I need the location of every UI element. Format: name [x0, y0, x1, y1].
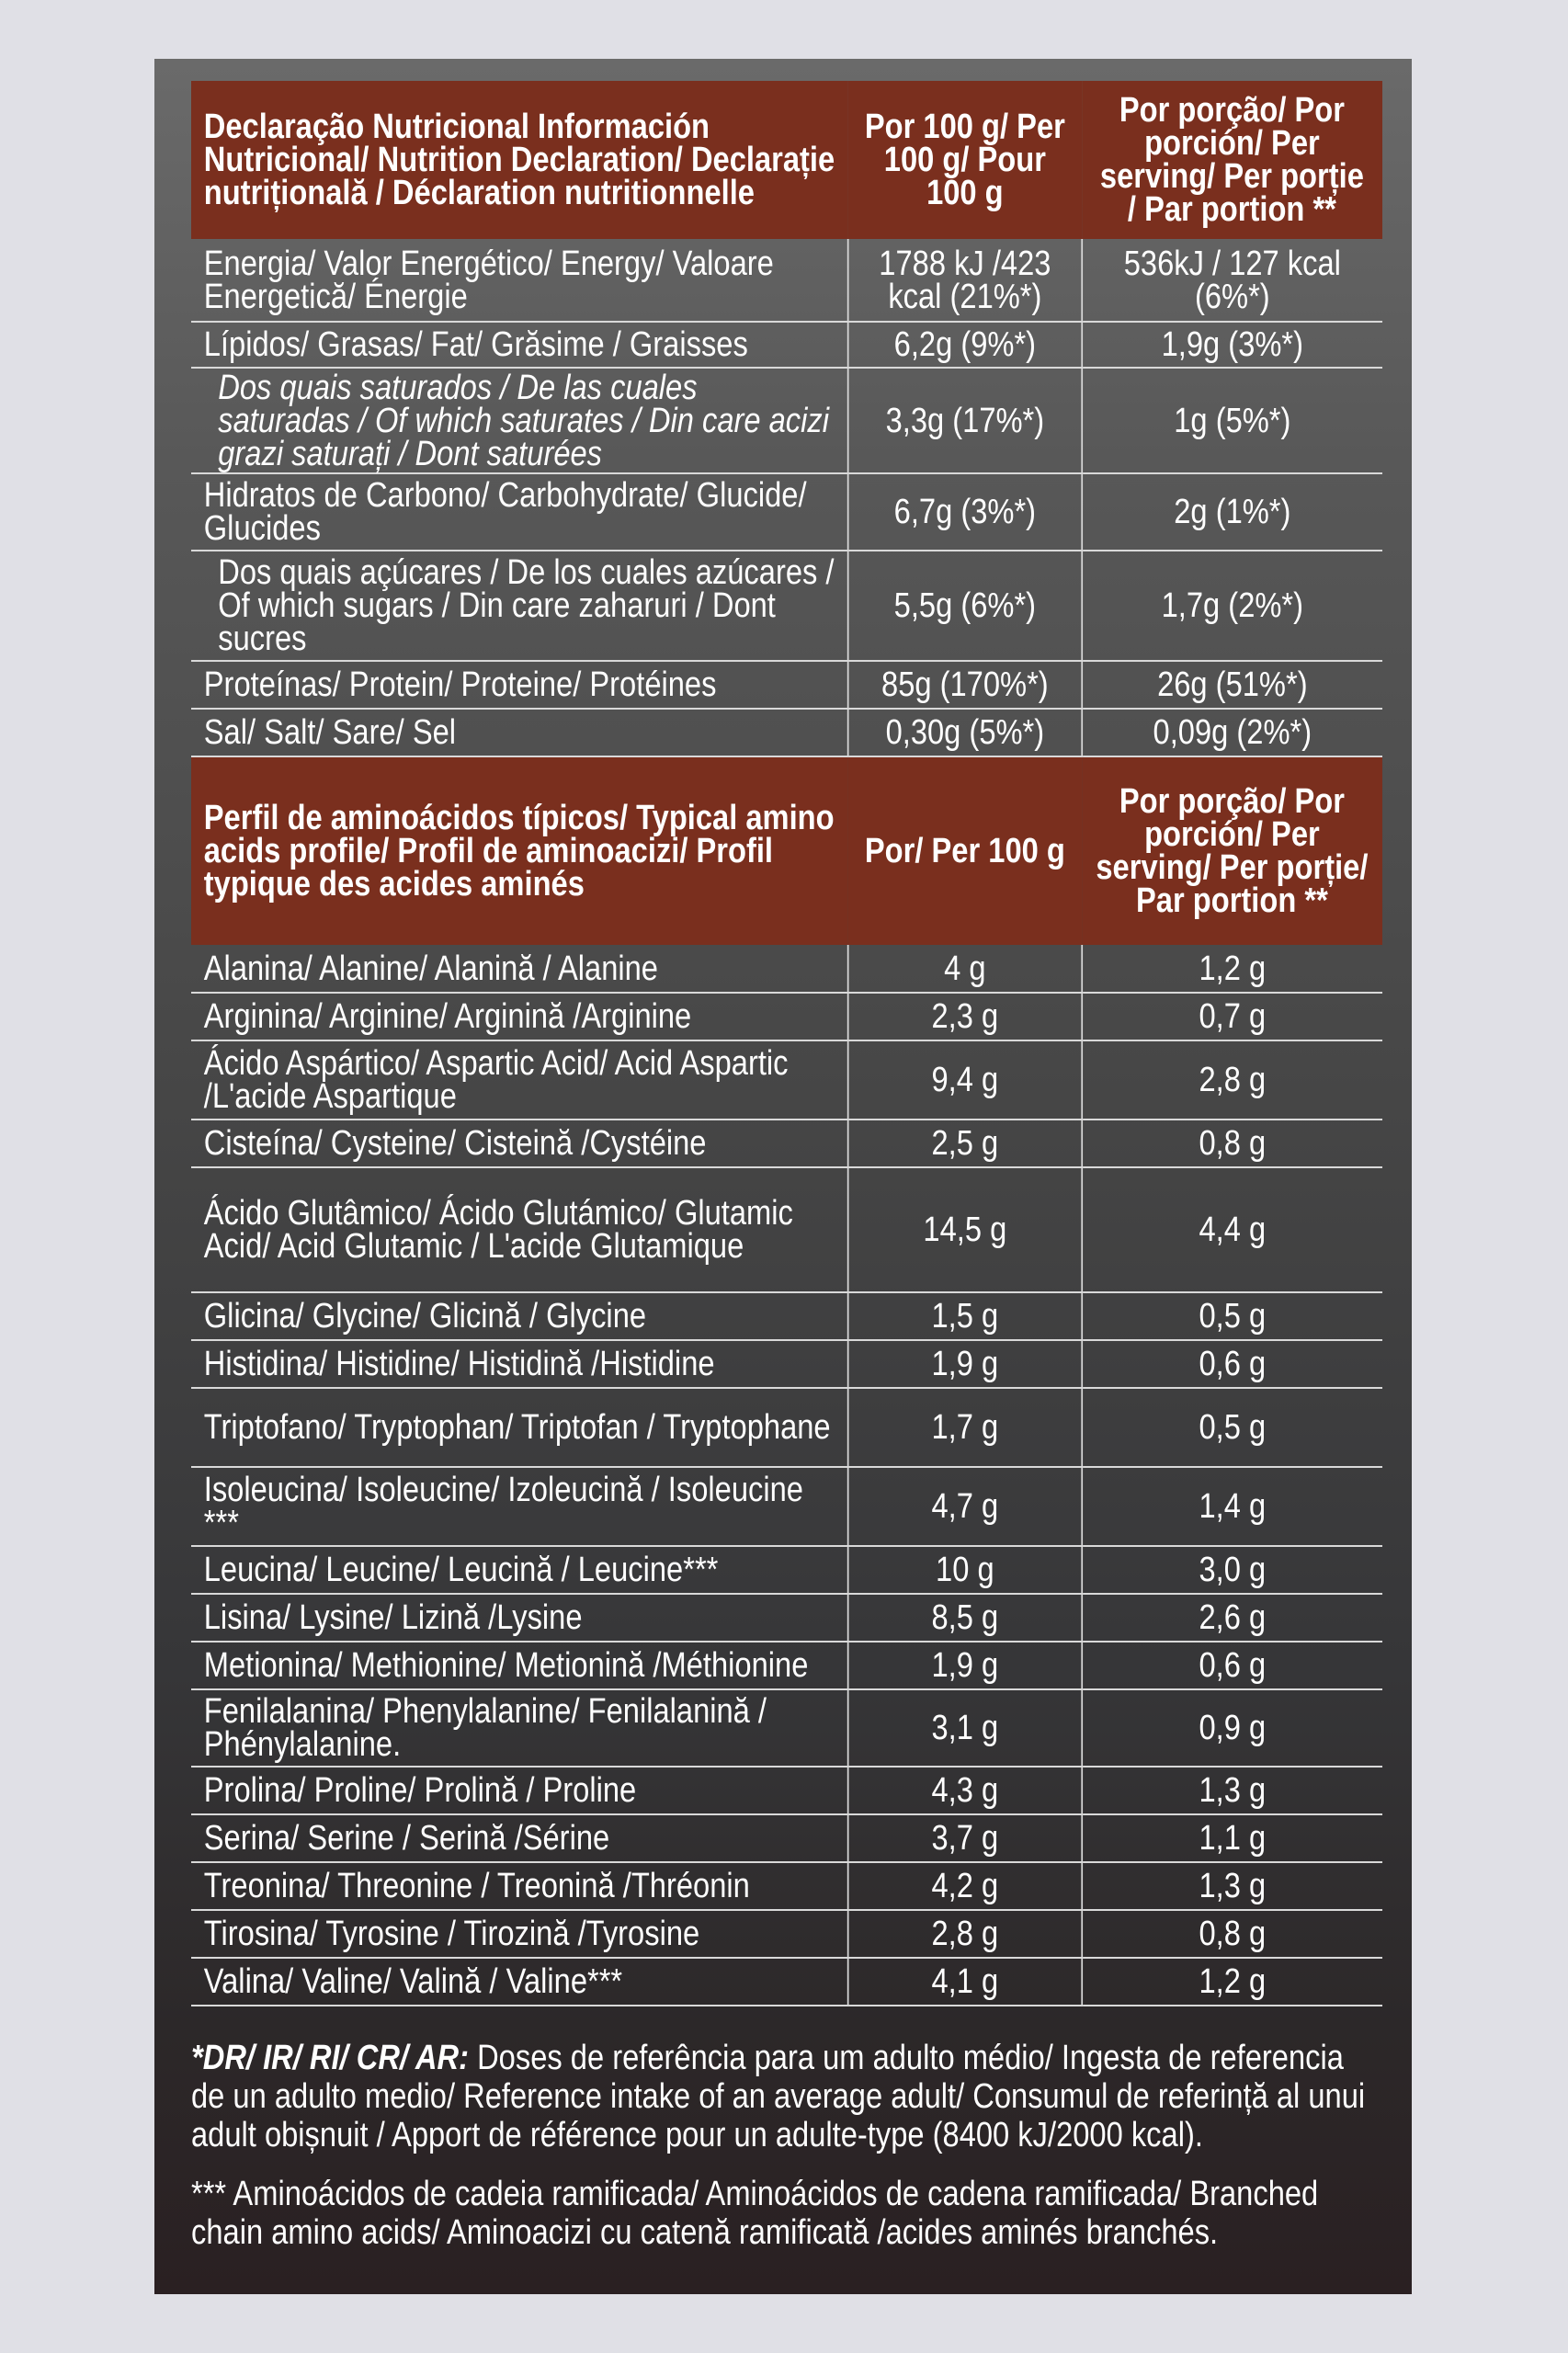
- row-value-per-100g: 0,30g (5%*): [848, 709, 1082, 756]
- row-value-per-100g: 4,3 g: [848, 1767, 1082, 1814]
- table-row: [191, 551, 1382, 661]
- table-row: [191, 1040, 1382, 1120]
- row-value-per-serving: 26g (51%*): [1082, 661, 1382, 709]
- amino-acids-table: [191, 757, 1382, 2006]
- row-label: Dos quais saturados / De las cuales saturadas / Of which saturates / Din care acizi grazi saturați / Dont saturées: [191, 368, 848, 473]
- row-value-per-serving: 0,8 g: [1082, 1910, 1382, 1958]
- row-value-per-serving: 0,8 g: [1082, 1120, 1382, 1167]
- table-row: [191, 993, 1382, 1040]
- row-value-per-100g: 1,5 g: [848, 1292, 1082, 1340]
- row-value-per-serving: 1,2 g: [1082, 945, 1382, 993]
- row-value-per-serving: 0,6 g: [1082, 1340, 1382, 1388]
- table-row: [191, 368, 1382, 473]
- row-value-per-serving: 1,3 g: [1082, 1862, 1382, 1910]
- row-value-per-100g: 9,4 g: [848, 1040, 1082, 1120]
- row-value-per-100g: 1,9 g: [848, 1340, 1082, 1388]
- row-value-per-100g: 1788 kJ /423 kcal (21%*): [848, 239, 1082, 322]
- reference-intake-note: [191, 2039, 1377, 2154]
- table-row: [191, 1292, 1382, 1340]
- row-value-per-100g: 85g (170%*): [848, 661, 1082, 709]
- row-label: Leucina/ Leucine/ Leucină / Leucine***: [191, 1546, 848, 1594]
- bcaa-text: *** Aminoácidos de cadeia ramificada/ Aminoácidos de cadena ramificada/ Branched chain amino acids/ Aminoacizi cu catenă ramificată /acides aminés branchés.: [191, 2175, 1319, 2252]
- row-value-per-serving: 2g (1%*): [1082, 473, 1382, 551]
- amino-header-per-100g: Por/ Per 100 g: [848, 757, 1082, 945]
- table-row: [191, 1862, 1382, 1910]
- row-value-per-serving: 1,2 g: [1082, 1958, 1382, 2006]
- row-label: Hidratos de Carbono/ Carbohydrate/ Glucide/ Glucides: [191, 473, 848, 551]
- row-value-per-serving: 4,4 g: [1082, 1167, 1382, 1292]
- row-value-per-100g: 2,5 g: [848, 1120, 1082, 1167]
- row-label: Prolina/ Proline/ Prolină / Proline: [191, 1767, 848, 1814]
- row-value-per-serving: 2,8 g: [1082, 1040, 1382, 1120]
- nutrition-table: [191, 81, 1382, 757]
- row-label: Sal/ Salt/ Sare/ Sel: [191, 709, 848, 756]
- row-value-per-100g: 3,3g (17%*): [848, 368, 1082, 473]
- row-value-per-serving: 1,1 g: [1082, 1814, 1382, 1862]
- row-value-per-100g: 14,5 g: [848, 1167, 1082, 1292]
- row-label: Histidina/ Histidine/ Histidină /Histidine: [191, 1340, 848, 1388]
- row-label: Lípidos/ Grasas/ Fat/ Grăsime / Graisses: [191, 322, 848, 368]
- reference-intake-text: Doses de referência para um adulto médio/ Ingesta de referencia de un adulto medio/ Reference intake of an average adult/ Consumul de referință al unui adult obișnuit / Apport de référence pour un adulte-type (8400 kJ/2000 kcal).: [191, 2039, 1366, 2154]
- nutrition-label-panel: [154, 59, 1412, 2294]
- row-label: Treonina/ Threonine / Treonină /Thréonin: [191, 1862, 848, 1910]
- table-row: [191, 1340, 1382, 1388]
- row-label: Alanina/ Alanine/ Alanină / Alanine: [191, 945, 848, 993]
- row-label: Glicina/ Glycine/ Glicină / Glycine: [191, 1292, 848, 1340]
- reference-intake-label: *DR/ IR/ RI/ CR/ AR:: [191, 2039, 469, 2077]
- nutrition-header-per-100g: Por 100 g/ Per 100 g/ Pour 100 g: [848, 81, 1082, 239]
- row-label: Fenilalanina/ Phenylalanine/ Fenilalanină / Phénylalanine.: [191, 1689, 848, 1767]
- row-value-per-serving: 0,5 g: [1082, 1292, 1382, 1340]
- table-row: [191, 1546, 1382, 1594]
- table-row: [191, 1388, 1382, 1467]
- row-value-per-100g: 1,7 g: [848, 1388, 1082, 1467]
- row-label: Arginina/ Arginine/ Arginină /Arginine: [191, 993, 848, 1040]
- nutrition-header-row: [191, 81, 1382, 239]
- row-label: Energia/ Valor Energético/ Energy/ Valoare Energetică/ Énergie: [191, 239, 848, 322]
- row-value-per-serving: 2,6 g: [1082, 1594, 1382, 1642]
- nutrition-header-per-serving: Por porção/ Por porción/ Per serving/ Per porție / Par portion **: [1082, 81, 1382, 239]
- table-row: [191, 1814, 1382, 1862]
- row-label: Valina/ Valine/ Valină / Valine***: [191, 1958, 848, 2006]
- row-label: Cisteína/ Cysteine/ Cisteină /Cystéine: [191, 1120, 848, 1167]
- table-row: [191, 239, 1382, 322]
- amino-header-title: Perfil de aminoácidos típicos/ Typical amino acids profile/ Profil de aminoacizi/ Profil typique des acides aminés: [191, 757, 848, 945]
- row-value-per-100g: 2,8 g: [848, 1910, 1082, 1958]
- row-value-per-serving: 0,9 g: [1082, 1689, 1382, 1767]
- amino-header-per-serving: Por porção/ Por porción/ Per serving/ Per porție/ Par portion **: [1082, 757, 1382, 945]
- table-row: [191, 473, 1382, 551]
- row-value-per-serving: 1,4 g: [1082, 1467, 1382, 1546]
- row-value-per-100g: 10 g: [848, 1546, 1082, 1594]
- row-value-per-100g: 3,7 g: [848, 1814, 1082, 1862]
- row-value-per-serving: 536kJ / 127 kcal (6%*): [1082, 239, 1382, 322]
- row-value-per-serving: 1g (5%*): [1082, 368, 1382, 473]
- row-label: Isoleucina/ Isoleucine/ Izoleucină / Isoleucine ***: [191, 1467, 848, 1546]
- table-row: [191, 661, 1382, 709]
- table-row: [191, 1467, 1382, 1546]
- row-label: Tirosina/ Tyrosine / Tirozină /Tyrosine: [191, 1910, 848, 1958]
- row-label: Metionina/ Methionine/ Metionină /Méthionine: [191, 1642, 848, 1689]
- row-label: Dos quais açúcares / De los cuales azúcares / Of which sugars / Din care zaharuri / Dont sucres: [191, 551, 848, 661]
- row-value-per-100g: 6,2g (9%*): [848, 322, 1082, 368]
- row-value-per-100g: 4,7 g: [848, 1467, 1082, 1546]
- row-value-per-100g: 3,1 g: [848, 1689, 1082, 1767]
- table-row: [191, 1120, 1382, 1167]
- table-row: [191, 1642, 1382, 1689]
- row-value-per-serving: 0,7 g: [1082, 993, 1382, 1040]
- table-row: [191, 322, 1382, 368]
- table-row: [191, 1689, 1382, 1767]
- row-label: Lisina/ Lysine/ Lizină /Lysine: [191, 1594, 848, 1642]
- row-value-per-serving: 0,6 g: [1082, 1642, 1382, 1689]
- row-value-per-serving: 0,09g (2%*): [1082, 709, 1382, 756]
- row-label: Ácido Aspártico/ Aspartic Acid/ Acid Aspartic /L'acide Aspartique: [191, 1040, 848, 1120]
- table-row: [191, 1958, 1382, 2006]
- row-value-per-100g: 4 g: [848, 945, 1082, 993]
- row-value-per-100g: 4,2 g: [848, 1862, 1082, 1910]
- bcaa-note: [191, 2175, 1377, 2252]
- row-value-per-100g: 5,5g (6%*): [848, 551, 1082, 661]
- table-row: [191, 1910, 1382, 1958]
- row-value-per-serving: 1,3 g: [1082, 1767, 1382, 1814]
- row-value-per-100g: 4,1 g: [848, 1958, 1082, 2006]
- row-value-per-serving: 0,5 g: [1082, 1388, 1382, 1467]
- row-value-per-serving: 1,7g (2%*): [1082, 551, 1382, 661]
- row-label: Triptofano/ Tryptophan/ Triptofan / Tryptophane: [191, 1388, 848, 1467]
- row-label: Proteínas/ Protein/ Proteine/ Protéines: [191, 661, 848, 709]
- footnotes: [191, 2039, 1377, 2272]
- row-label: Serina/ Serine / Serină /Sérine: [191, 1814, 848, 1862]
- row-value-per-serving: 3,0 g: [1082, 1546, 1382, 1594]
- row-value-per-100g: 6,7g (3%*): [848, 473, 1082, 551]
- nutrition-header-title: Declaração Nutricional Información Nutricional/ Nutrition Declaration/ Declarație nutrițională / Déclaration nutritionnelle: [191, 81, 848, 239]
- row-value-per-100g: 1,9 g: [848, 1642, 1082, 1689]
- row-value-per-serving: 1,9g (3%*): [1082, 322, 1382, 368]
- table-row: [191, 945, 1382, 993]
- table-row: [191, 1594, 1382, 1642]
- table-row: [191, 1167, 1382, 1292]
- amino-header-row: [191, 757, 1382, 945]
- row-value-per-100g: 8,5 g: [848, 1594, 1082, 1642]
- table-row: [191, 709, 1382, 756]
- row-label: Ácido Glutâmico/ Ácido Glutámico/ Glutamic Acid/ Acid Glutamic / L'acide Glutamique: [191, 1167, 848, 1292]
- row-value-per-100g: 2,3 g: [848, 993, 1082, 1040]
- table-row: [191, 1767, 1382, 1814]
